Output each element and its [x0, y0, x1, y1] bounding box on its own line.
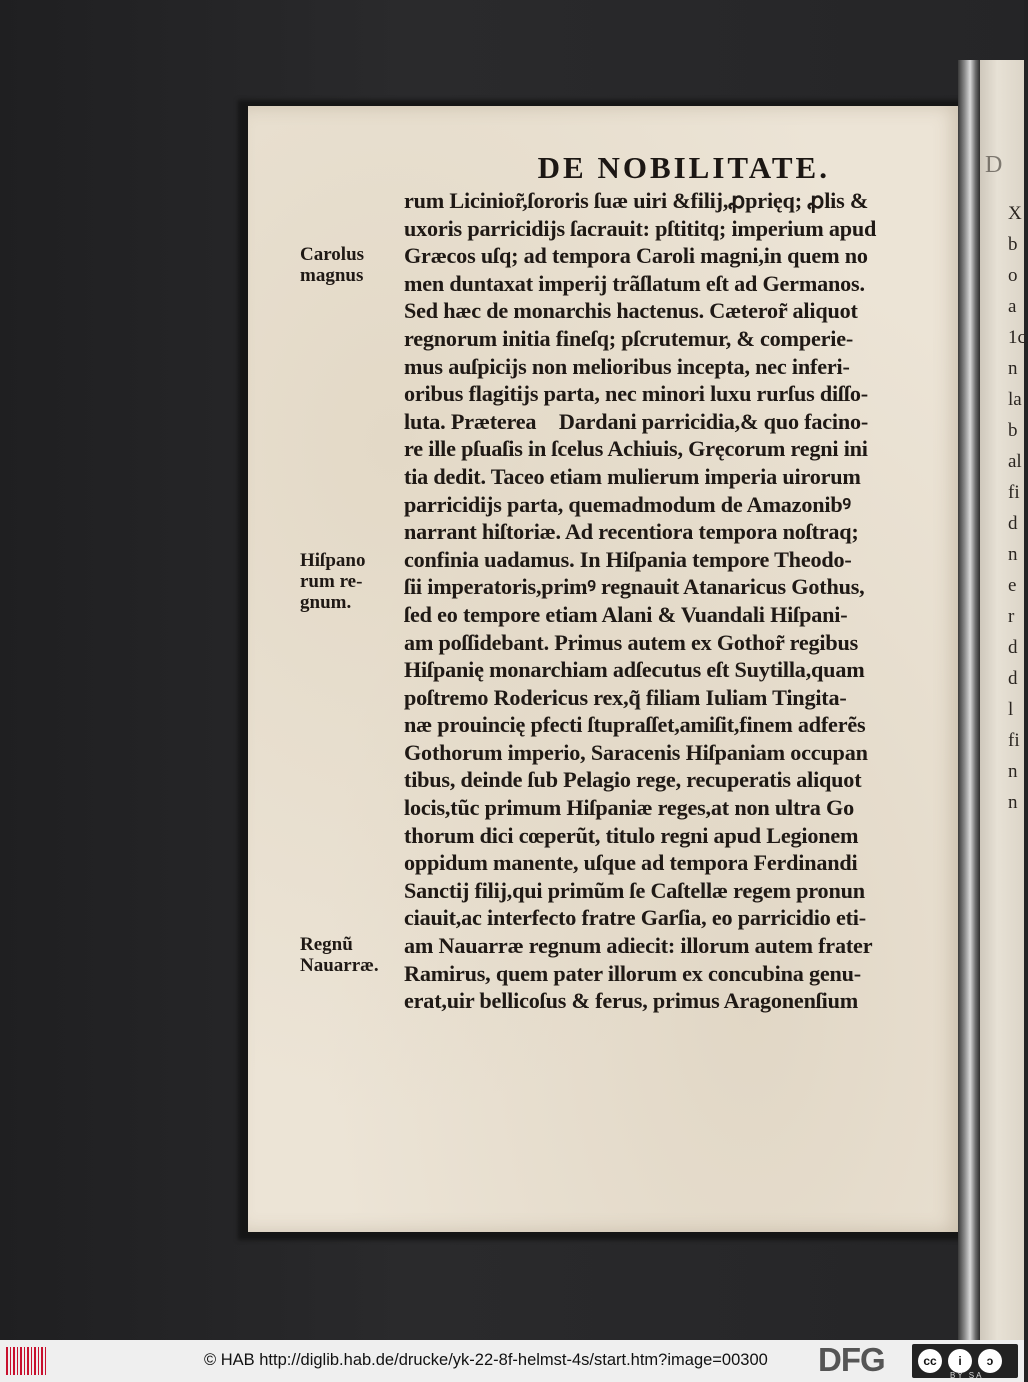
marginal-note-navarrae: Regnũ Nauarræ.: [300, 934, 379, 976]
body-text: [404, 187, 944, 1015]
text-line: Sed hæc de monarchis hactenus. Cæteror̃ aliquot: [404, 298, 858, 324]
text-line: Ramirus, quem pater illorum ex concubina genu-: [404, 960, 861, 986]
text-line: am poſſidebant. Primus autem ex Gothor̃ regibus: [404, 629, 859, 655]
text-line: Gothorum imperio, Saracenis Hiſpaniam occupan: [404, 739, 868, 765]
text-line: oppidum manente, uſque ad tempora Ferdinandi: [404, 850, 858, 876]
source-credit-link[interactable]: © HAB http://diglib.hab.de/drucke/yk-22-8f-helmst-4s/start.htm?image=00300: [204, 1351, 768, 1369]
text-line: men duntaxat imperij trãſlatum eſt ad Germanos.: [404, 270, 865, 296]
facing-page-head: D: [985, 152, 1005, 178]
facing-page-text: X b o a 1c n la b al fi d n e r d d l fi n n: [1008, 203, 1026, 813]
text-line: am Nauarræ regnum adiecit: illorum autem frater: [404, 933, 873, 959]
license-label: BY SA: [950, 1371, 984, 1380]
book-gutter: [958, 60, 980, 1340]
marginal-note-hispanorum: Hiſpano rum re- gnum.: [300, 550, 366, 613]
text-line: regnorum initia fineſq; pſcrutemur, & comperie-: [404, 325, 854, 351]
text-line: næ prouincię pfecti ſtupraſſet,amiſit,finem adferẽs: [404, 712, 866, 738]
text-line: oribus flagitijs parta, nec minori luxu rurſus diſſo-: [404, 381, 868, 407]
text-line: thorum dici cœperũt, titulo regni apud Legionem: [404, 822, 859, 848]
text-line: uxoris parricidijs ſacrauit: pſtititq; imperium apud: [404, 215, 877, 241]
dfg-logo: DFG: [818, 1341, 885, 1378]
text-line: Sanctij filij,qui primũm ſe Caſtellæ regem pronun: [404, 877, 865, 903]
cc-icon: cc: [918, 1349, 942, 1373]
text-line: confinia uadamus. In Hiſpania tempore Theodo-: [404, 546, 852, 572]
text-line: re ille pſuaſis in ſcelus Achiuis, Gręcorum regni ini: [404, 436, 868, 462]
share-alike-icon: ↄ: [978, 1349, 1002, 1373]
text-line: luta. Prætereaᷓ Dardani parricidia,& quo facino-: [404, 408, 869, 434]
text-line: poſtremo Rodericus rex,q̃ filiam Iuliam Tingita-: [404, 684, 847, 710]
text-line: ſed eo tempore etiam Alani & Vuandali Hiſpani-: [404, 601, 848, 627]
barcode-icon: [6, 1347, 48, 1375]
text-line: mus auſpicijs non melioribus incepta, nec inferi-: [404, 353, 850, 379]
text-line: rum Licinior̃,ſororis ſuæ uiri &filij,ꝓprięq; ꝓlis &: [404, 188, 869, 213]
running-head: DE NOBILITATE.: [537, 150, 830, 185]
text-line: ciauit,ac interfecto fratre Garſia, eo parricidio eti-: [404, 905, 866, 931]
attribution-icon: i: [948, 1349, 972, 1373]
text-line: tia dedit. Taceo etiam mulierum imperia uirorum: [404, 463, 861, 489]
text-line: tibus, deinde ſub Pelagio rege, recuperatis aliquot: [404, 767, 862, 793]
marginal-note-carolus: Carolus magnus: [300, 244, 365, 286]
text-line: narrant hiſtoriæ. Ad recentiora tempora noſtraq;: [404, 519, 859, 545]
text-line: Hiſpanię monarchiam adſecutus eſt Suytilla,quam: [404, 657, 865, 683]
text-line: parricidijs parta, quemadmodum de Amazonibꝰ: [404, 491, 851, 517]
text-line: ſii imperatoris,primꝰ regnauit Atanaricus Gothus,: [404, 574, 865, 600]
text-line: locis,tũc primum Hiſpaniæ reges,at non ultra Go: [404, 795, 854, 821]
text-line: Græcos uſq; ad tempora Caroli magni,in quem no: [404, 243, 868, 269]
text-line: erat,uir bellicoſus & ferus, primus Aragonenſium: [404, 988, 859, 1014]
